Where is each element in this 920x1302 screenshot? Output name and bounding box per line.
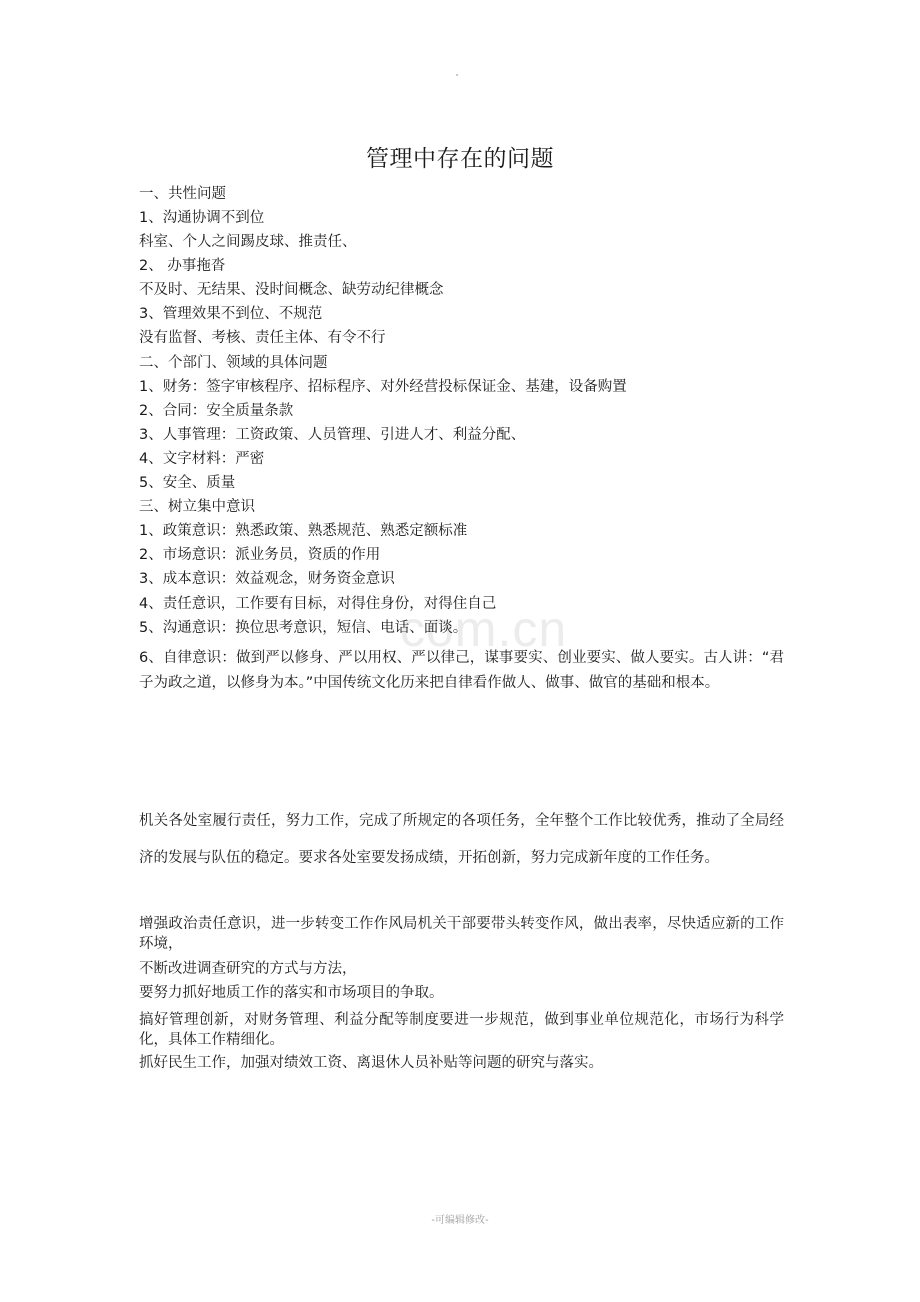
self-discipline-paragraph: 6、自律意识：做到严以修身、严以用权、严以律己，谋事要实、创业要实、做人要实。古人讲：“君子为政之道，以修身为本。”中国传统文化历来把自律看作做人、做事、做官的基础和根本。 (139, 650, 784, 691)
list-item: 3、成本意识：效益观念，财务资金意识 (139, 571, 395, 587)
list-item: 4、责任意识，工作要有目标，对得住身份，对得住自己 (139, 596, 497, 612)
section-heading-awareness: 三、树立集中意识 (139, 499, 255, 515)
list-item: 1、沟通协调不到位 (139, 210, 265, 226)
research-line: 不断改进调查研究的方式与方法， (139, 961, 357, 977)
list-item: 5、沟通意识：换位思考意识，短信、电话、面谈。 (139, 620, 468, 636)
list-item: 不及时、无结果、没时间概念、缺劳动纪律概念 (139, 282, 444, 298)
document-title: 管理中存在的问题 (366, 146, 554, 172)
list-item: 3、人事管理：工资政策、人员管理、引进人才、利益分配、 (139, 427, 526, 443)
list-item: 2、市场意识：派业务员，资质的作用 (139, 547, 381, 563)
summary-paragraph: 机关各处室履行责任，努力工作，完成了所规定的各项任务，全年整个工作比较优秀，推动了全局经济的发展与队伍的稳定。要求各处室要发扬成绩，开拓创新，努力完成新年度的工作任务。 (139, 813, 784, 866)
list-item: 2、合同：安全质量条款 (139, 403, 294, 419)
list-item: 1、政策意识：熟悉政策、熟悉规范、熟悉定额标准 (139, 523, 468, 539)
list-item: 科室、个人之间踢皮球、推责任、 (139, 234, 357, 250)
list-item: 5、安全、质量 (139, 475, 236, 491)
page-footer: -可编辑修改- (431, 1215, 489, 1226)
watermark: com.cn (400, 601, 568, 657)
list-item: 1、财务：签字审核程序、招标程序、对外经营投标保证金、基建，设备购置 (139, 379, 627, 395)
political-paragraph: 增强政治责任意识，进一步转变工作作风局机关干部要带头转变作风，做出表率，尽快适应新的工作环境， (139, 916, 784, 952)
top-dot (456, 74, 458, 76)
list-item: 没有监督、考核、责任主体、有令不行 (139, 330, 386, 346)
list-item: 2、 办事拖沓 (139, 258, 226, 274)
livelihood-line: 抓好民生工作，加强对绩效工资、离退休人员补贴等问题的研究与落实。 (139, 1055, 603, 1071)
geology-line: 要努力抓好地质工作的落实和市场项目的争取。 (139, 985, 444, 1001)
section-heading-common: 一、共性问题 (139, 186, 226, 202)
list-item: 3、管理效果不到位、不规范 (139, 306, 323, 322)
list-item: 4、文字材料：严密 (139, 451, 265, 467)
section-heading-departments: 二、个部门、领域的具体问题 (139, 355, 328, 371)
innovation-paragraph: 搞好管理创新，对财务管理、利益分配等制度要进一步规范，做到事业单位规范化，市场行为科学化，具体工作精细化。 (139, 1012, 784, 1048)
